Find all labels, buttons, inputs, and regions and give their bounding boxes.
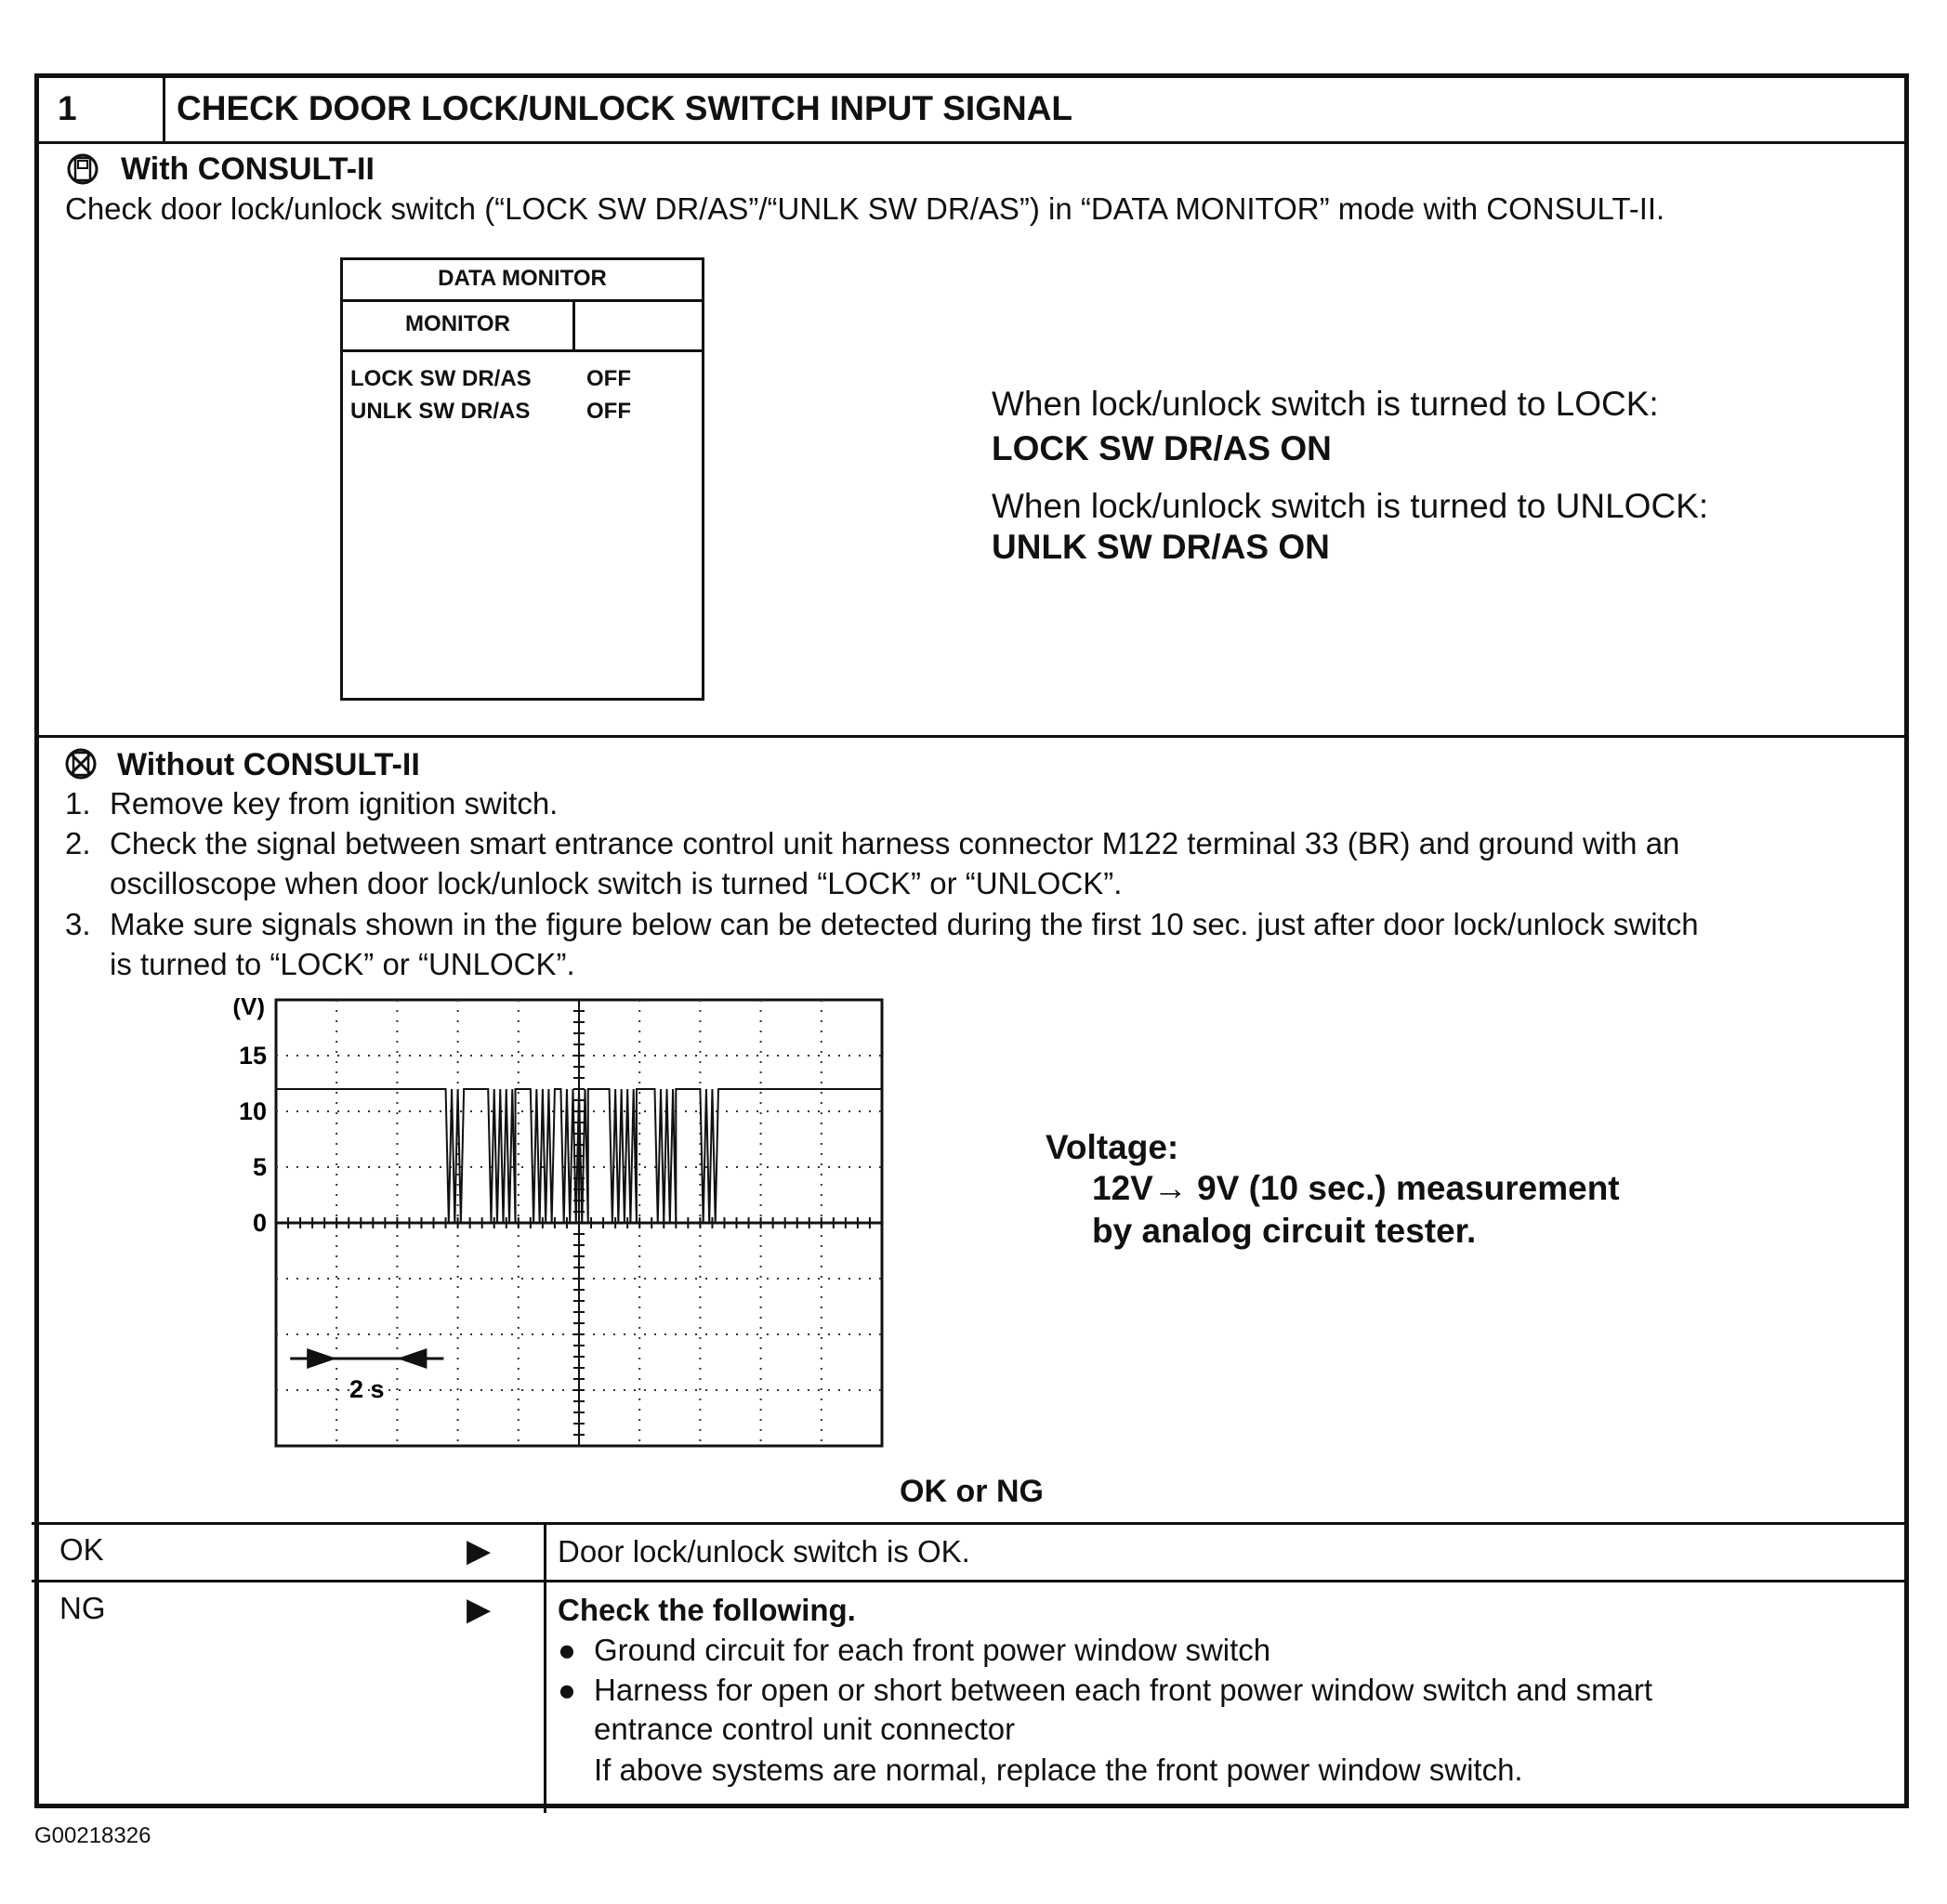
y-tick-label: 15 — [238, 1042, 267, 1070]
result-label: OK or NG — [900, 1474, 1044, 1509]
voltage-label: Voltage: — [1046, 1128, 1179, 1166]
data-monitor-title: DATA MONITOR — [438, 266, 607, 291]
monitor-row-value: OFF — [586, 366, 631, 391]
y-unit-label: (V) — [232, 998, 265, 1020]
without-consult-heading: Without CONSULT-II — [117, 747, 420, 782]
time-scale-arrow — [307, 1348, 336, 1369]
voltage-spec: 12V→ 9V (10 sec.) measurement — [1092, 1169, 1620, 1207]
ok-text: Door lock/unlock switch is OK. — [558, 1534, 970, 1569]
condition-when: When lock/unlock switch is turned to LOCK: — [992, 385, 1659, 423]
ng-note: If above systems are normal, replace the front power window switch. — [594, 1753, 1523, 1787]
consult-icon — [67, 152, 99, 186]
ng-bullet: Harness for open or short between each front power window switch and smart — [594, 1673, 1653, 1707]
monitor-rule-2 — [343, 349, 702, 352]
step-text: Make sure signals shown in the figure below can be detected during the first 10 sec. just after door lock/unlock switch — [110, 907, 1699, 941]
voltage-method: by analog circuit tester. — [1092, 1212, 1477, 1250]
time-scale-label: 2 s — [349, 1375, 385, 1403]
ng-bullet-cont: entrance control unit connector — [594, 1712, 1016, 1746]
step-text: Check the signal between smart entrance control unit harness connector M122 terminal 33 (BR) and ground with an — [110, 826, 1680, 860]
time-scale-arrow — [397, 1348, 427, 1369]
result-rule-mid — [32, 1580, 1904, 1582]
step-num: 2. — [65, 826, 91, 860]
step-num: 1. — [65, 786, 91, 821]
bullet-icon: ● — [558, 1673, 576, 1707]
monitor-row-value: OFF — [586, 399, 631, 424]
section-rule — [39, 735, 1904, 738]
header-rule — [39, 141, 1904, 144]
y-tick-label: 5 — [252, 1153, 267, 1181]
consult-instruction: Check door lock/unlock switch (“LOCK SW DR/AS”/“UNLK SW DR/AS”) in “DATA MONITOR” mode with CONSULT-II. — [65, 191, 1665, 226]
data-monitor-screen — [340, 257, 704, 701]
ng-key: NG — [59, 1591, 106, 1625]
figure-id: G00218326 — [34, 1823, 151, 1848]
ng-arrow-icon: ▶ — [467, 1592, 492, 1627]
step-text-cont: oscilloscope when door lock/unlock switch is turned “LOCK” or “UNLOCK”. — [110, 866, 1123, 900]
bullet-icon: ● — [558, 1633, 576, 1667]
ng-heading: Check the following. — [558, 1593, 856, 1627]
ng-bullet: Ground circuit for each front power window switch — [594, 1633, 1271, 1667]
monitor-row-name: UNLK SW DR/AS — [350, 399, 531, 424]
step-text: Remove key from ignition switch. — [110, 786, 559, 821]
result-rule-top — [32, 1522, 1904, 1525]
step-title: CHECK DOOR LOCK/UNLOCK SWITCH INPUT SIGNAL — [177, 89, 1073, 127]
ok-key: OK — [59, 1532, 104, 1567]
step-text-cont: is turned to “LOCK” or “UNLOCK”. — [110, 947, 575, 981]
condition-result: LOCK SW DR/AS ON — [992, 429, 1332, 467]
step-number: 1 — [58, 89, 77, 127]
y-tick-label: 10 — [238, 1097, 267, 1125]
ok-arrow-icon: ▶ — [467, 1533, 492, 1569]
result-col-divider — [544, 1522, 546, 1813]
step-num: 3. — [65, 907, 91, 941]
condition-result: UNLK SW DR/AS ON — [992, 528, 1330, 566]
no-consult-icon — [65, 747, 97, 781]
condition-when: When lock/unlock switch is turned to UNLOCK: — [992, 487, 1709, 525]
with-consult-heading: With CONSULT-II — [121, 151, 375, 187]
header-divider — [163, 78, 165, 141]
oscilloscope-chart — [211, 998, 889, 1463]
monitor-col-divider — [572, 299, 575, 349]
monitor-row-name: LOCK SW DR/AS — [350, 366, 532, 391]
procedure-frame — [34, 73, 1909, 1808]
monitor-rule-1 — [343, 299, 702, 302]
monitor-col-header: MONITOR — [405, 311, 510, 336]
y-tick-label: 0 — [252, 1209, 267, 1237]
